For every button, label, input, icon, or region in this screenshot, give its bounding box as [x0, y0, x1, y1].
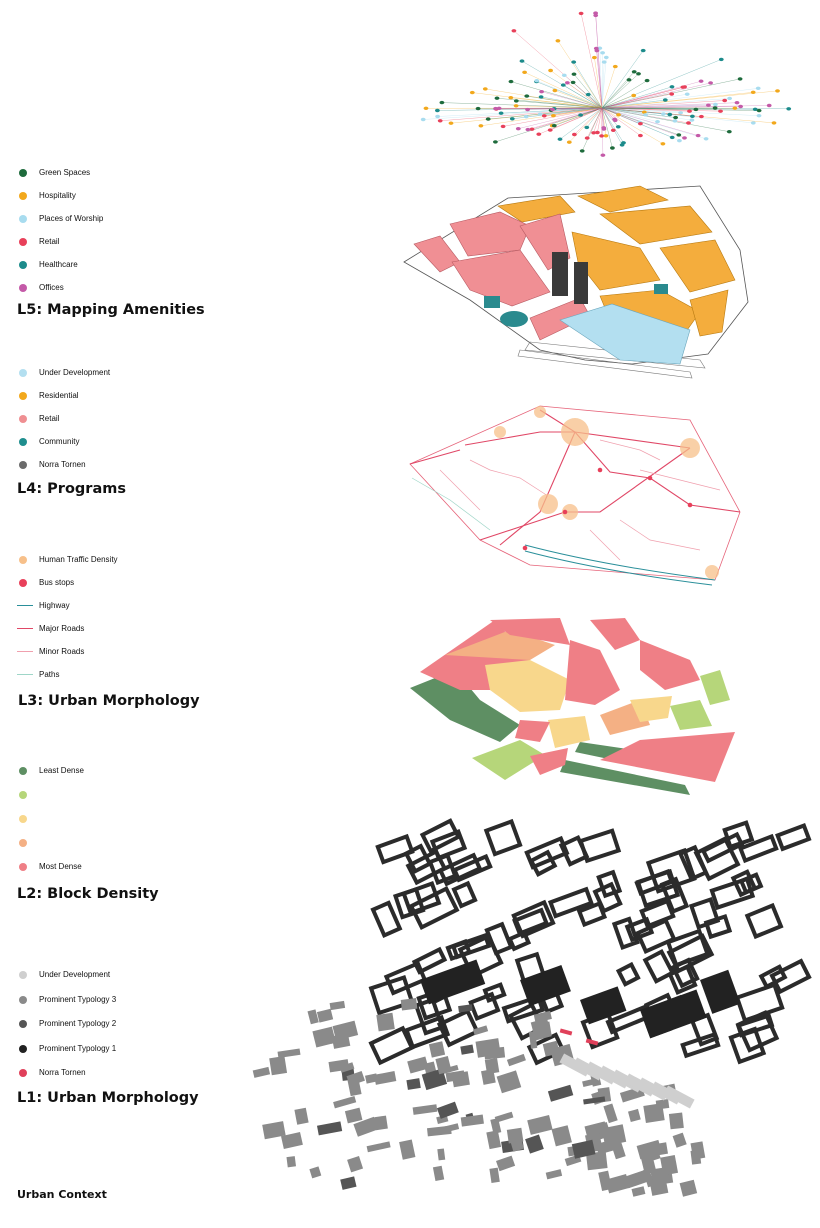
perimeter-block: [706, 916, 729, 936]
legend-label: Retail: [39, 237, 60, 246]
low-rise-block: [445, 1123, 460, 1132]
legend-label: Under Development: [39, 970, 111, 979]
low-rise-block: [312, 1027, 335, 1048]
perimeter-block: [371, 1028, 412, 1062]
legend-label: Healthcare: [39, 260, 78, 269]
legend-label: Prominent Typology 3: [39, 994, 117, 1004]
legend-label: Community: [39, 437, 80, 446]
perimeter-block: [404, 884, 439, 913]
low-rise-block: [654, 1142, 668, 1155]
low-rise-block: [691, 1150, 702, 1165]
perimeter-block: [373, 903, 400, 935]
low-rise-block: [308, 1009, 319, 1024]
low-rise-block: [340, 1176, 356, 1190]
low-rise-block: [669, 1113, 684, 1130]
low-rise-block: [598, 1171, 612, 1191]
low-rise-block: [461, 1114, 484, 1126]
layer-title-l4: L4: Programs: [17, 481, 126, 497]
legend-label: Residential: [39, 391, 79, 400]
legend-label: Norra Tornen: [39, 1068, 86, 1077]
low-rise-block: [406, 1078, 420, 1090]
low-rise-block: [317, 1121, 342, 1135]
low-rise-block: [347, 1156, 363, 1172]
low-rise-block: [413, 1104, 438, 1115]
legend-label: Major Roads: [39, 624, 85, 633]
low-rise-block: [437, 1148, 445, 1160]
perimeter-block: [645, 952, 672, 981]
low-rise-block: [374, 1116, 388, 1131]
layer-title-l1: L1: Urban Morphology: [17, 1090, 199, 1106]
perimeter-block: [423, 821, 459, 851]
legend-label: Minor Roads: [39, 647, 85, 656]
low-rise-block: [437, 1102, 459, 1119]
figure-caption: Urban Context: [17, 1188, 107, 1201]
legend-label: Places of Worship: [39, 214, 104, 223]
low-rise-block: [333, 1096, 356, 1108]
low-rise-block: [376, 1013, 394, 1032]
perimeter-block: [619, 965, 638, 985]
low-rise-block: [401, 998, 418, 1010]
legend-label: Bus stops: [39, 578, 75, 587]
low-rise-block: [269, 1056, 287, 1075]
low-rise-block: [628, 1109, 641, 1122]
perimeter-block: [485, 985, 504, 1001]
low-rise-block: [603, 1104, 617, 1124]
low-rise-block: [345, 1108, 363, 1124]
perimeter-block: [747, 906, 781, 937]
low-rise-block: [253, 1067, 270, 1078]
perimeter-block: [454, 883, 475, 906]
legend-label: Highway: [39, 601, 70, 610]
low-rise-block: [278, 1049, 301, 1059]
low-rise-block: [287, 1156, 297, 1167]
perimeter-block: [778, 826, 809, 849]
low-rise-block: [552, 1125, 572, 1146]
low-rise-block: [496, 1156, 515, 1172]
low-rise-block: [399, 1139, 415, 1159]
perimeter-block: [486, 821, 520, 854]
low-rise-block: [680, 1180, 698, 1197]
legend-label: Offices: [39, 283, 64, 292]
legend-label: Least Dense: [39, 766, 84, 775]
low-rise-block: [673, 1133, 687, 1148]
legend-label: Hospitality: [39, 191, 76, 200]
low-rise-block: [458, 1004, 473, 1012]
typology-1-block: [700, 970, 741, 1014]
norra-tornen-marker: [560, 1029, 573, 1036]
low-rise-block: [546, 1169, 562, 1179]
legend-label: Green Spaces: [39, 168, 91, 177]
low-rise-block: [294, 1108, 308, 1125]
layer-title-l3: L3: Urban Morphology: [18, 693, 200, 709]
legend-label: Paths: [39, 670, 60, 679]
legend-label: Human Traffic Density: [39, 555, 118, 564]
legend-label: Prominent Typology 2: [39, 1019, 117, 1028]
low-rise-block: [507, 1054, 526, 1066]
low-rise-block: [330, 1001, 346, 1010]
perimeter-block: [551, 889, 592, 916]
low-rise-block: [367, 1141, 391, 1152]
low-rise-block: [497, 1070, 522, 1093]
legend-label: Norra Tornen: [39, 460, 86, 469]
legend-label: Retail: [39, 414, 60, 423]
low-rise-block: [656, 1099, 670, 1109]
low-rise-block: [374, 1071, 396, 1085]
low-rise-block: [429, 1041, 445, 1057]
low-rise-block: [525, 1135, 544, 1154]
legend-label: Most Dense: [39, 862, 82, 871]
low-rise-block: [527, 1115, 552, 1135]
legend-label: Under Development: [39, 368, 111, 377]
low-rise-block: [632, 1186, 646, 1197]
low-rise-block: [481, 1069, 496, 1085]
low-rise-block: [407, 1057, 428, 1074]
low-rise-block: [625, 1170, 648, 1188]
low-rise-block: [484, 1047, 505, 1060]
low-rise-block: [309, 1166, 321, 1178]
typology-1-block: [520, 965, 571, 1006]
layer-title-l5: L5: Mapping Amenities: [17, 302, 205, 318]
low-rise-block: [460, 1044, 474, 1054]
low-rise-block: [317, 1009, 333, 1023]
perimeter-block: [510, 933, 529, 949]
legend-label: Prominent Typology 1: [39, 1043, 117, 1053]
low-rise-block: [548, 1085, 573, 1102]
low-rise-block: [489, 1168, 499, 1183]
low-rise-block: [433, 1166, 444, 1181]
layer-title-l2: L2: Block Density: [17, 886, 159, 902]
